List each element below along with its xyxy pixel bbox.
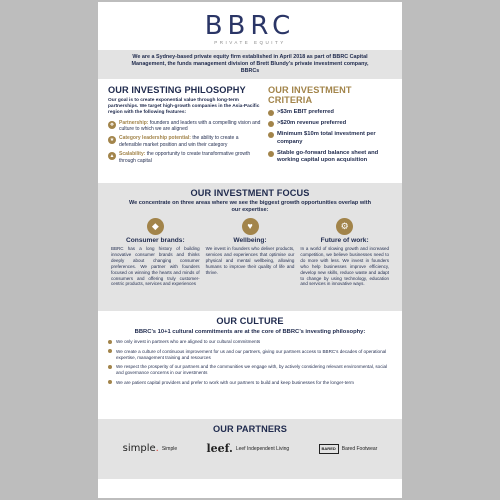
- handshake-icon: ❖: [109, 121, 115, 128]
- feature-text: the opportunity to create transformative growth through capital: [119, 151, 251, 164]
- feature-label: Category leadership potential:: [119, 135, 191, 142]
- heart-icon: ♥: [242, 218, 259, 235]
- feature-text: founders and leaders with a compelling vision and culture to which we are aligned: [119, 119, 261, 133]
- criteria-title: OUR INVESTMENT CRITERIA: [268, 85, 352, 105]
- partner-logos: [108, 442, 392, 455]
- focus-area-title: Consumer brands:: [126, 237, 185, 244]
- partner-name: Bared Footwear: [341, 445, 378, 452]
- focus-area-title: Wellbeing:: [233, 237, 267, 244]
- feature-scalability: [108, 151, 262, 164]
- focus-area-text: BBRC has a long history of building innovative consumer brands and thinks deeply about changing consumer preferences. We partner with founders focused on winning the hearts and minds of consumers and offering truly customer-centric products, services and experiences: [111, 246, 200, 287]
- partner-bared: [319, 444, 378, 454]
- bared-logo: BARED: [319, 444, 339, 454]
- culture-item: We respect the prosperity of our partners and the communities we engage with, by actively considering relevant environmental, social and governance concerns in our investments: [108, 364, 392, 376]
- bullet-circle-icon: [108, 365, 112, 369]
- bullet-circle-icon: [268, 132, 274, 138]
- culture-item: We are patient capital providers and prefer to work with our partners to build and keep businesses for the longer-term: [108, 380, 392, 386]
- simple-logo: simple.: [122, 443, 159, 454]
- focus-area-text: In a world of slowing growth and increased competition, we believe businesses need to do more with less. We invest in founders who help businesses improve efficiency, develop new skills, reduce waste and adapt to change by using technology, education and services in innovative ways.: [300, 246, 390, 287]
- gear-icon: ⚙: [336, 218, 353, 235]
- focus-future-of-work: [297, 218, 392, 287]
- feature-category-leadership: [108, 135, 262, 148]
- focus-title: OUR INVESTMENT FOCUS: [190, 188, 310, 198]
- bullet-circle-icon: [268, 151, 274, 157]
- partners-section: [98, 419, 402, 479]
- growth-chart-icon: ▲: [109, 153, 115, 160]
- trophy-icon: ★: [109, 137, 115, 144]
- logo-subtitle: PRIVATE EQUITY: [214, 40, 286, 45]
- philosophy-criteria-section: [98, 79, 402, 183]
- philosophy-title: OUR INVESTING PHILOSOPHY: [108, 85, 246, 95]
- feature-label: Scalability:: [119, 151, 146, 158]
- investment-criteria: [268, 85, 392, 183]
- criteria-item: Stable go-forward balance sheet and working capital upon acquisition: [268, 150, 392, 164]
- feature-partnership: [108, 120, 262, 133]
- culture-item: We only invest in partners who are aligned to our cultural commitments: [108, 339, 392, 345]
- culture-section: [98, 311, 402, 419]
- partner-name: Leef Independent Living: [235, 445, 290, 452]
- feature-text: the ability to create a defensible market position and win their category: [119, 135, 239, 148]
- partner-simple: [123, 443, 178, 454]
- feature-label: Partnership:: [119, 119, 149, 126]
- focus-area-text: We invest in founders who deliver products, services and experiences that optimise our physical and mental wellbeing, allowing humans to improve their quality of life and thrive.: [205, 246, 295, 275]
- focus-areas: [108, 218, 392, 287]
- criteria-item: Minimum $10m total investment per company: [268, 131, 392, 145]
- investment-focus-section: [98, 183, 402, 311]
- culture-lead: BBRC’s 10+1 cultural commitments are at the core of BBRC’s investing philosophy:: [134, 329, 366, 335]
- culture-title: OUR CULTURE: [216, 316, 284, 326]
- bbrc-logo: [98, 13, 402, 45]
- partner-name: Simple: [161, 445, 178, 452]
- logo-wordmark: BBRC: [204, 11, 296, 41]
- bullet-circle-icon: [108, 340, 112, 344]
- partner-leef: [206, 442, 289, 455]
- shopping-bag-icon: ◆: [147, 218, 164, 235]
- philosophy-intro: Our goal is to create exponential value through long-term partnerships. We target high-growth companies in the Asia-Pacific region with the following features:: [108, 98, 260, 116]
- focus-wellbeing: [203, 218, 298, 287]
- bullet-circle-icon: [268, 121, 274, 127]
- culture-item: We create a culture of continuous improvement for us and our partners, giving our partners access to BBRC’s decades of operational expertise, management training and resources: [108, 349, 392, 361]
- leef-logo: leef.: [206, 442, 233, 455]
- brochure-page: [98, 2, 402, 498]
- criteria-item: >$3m EBIT preferred: [268, 109, 392, 116]
- intro-statement: We are a Sydney-based private equity firm established in April 2018 as part of BBRC Capital Management, the funds management division of Brett Blundy’s private investment company, BBRCs: [98, 50, 402, 79]
- bullet-circle-icon: [108, 349, 112, 353]
- bullet-circle-icon: [268, 110, 274, 116]
- investing-philosophy: [108, 85, 268, 183]
- focus-area-title: Future of work:: [320, 237, 369, 244]
- focus-consumer-brands: [108, 218, 203, 287]
- partners-title: OUR PARTNERS: [212, 424, 288, 434]
- criteria-item: >$20m revenue preferred: [268, 120, 392, 127]
- focus-intro: We concentrate on three areas where we see the biggest growth opportunities overlap with our expertise:: [128, 200, 372, 213]
- bullet-circle-icon: [108, 380, 112, 384]
